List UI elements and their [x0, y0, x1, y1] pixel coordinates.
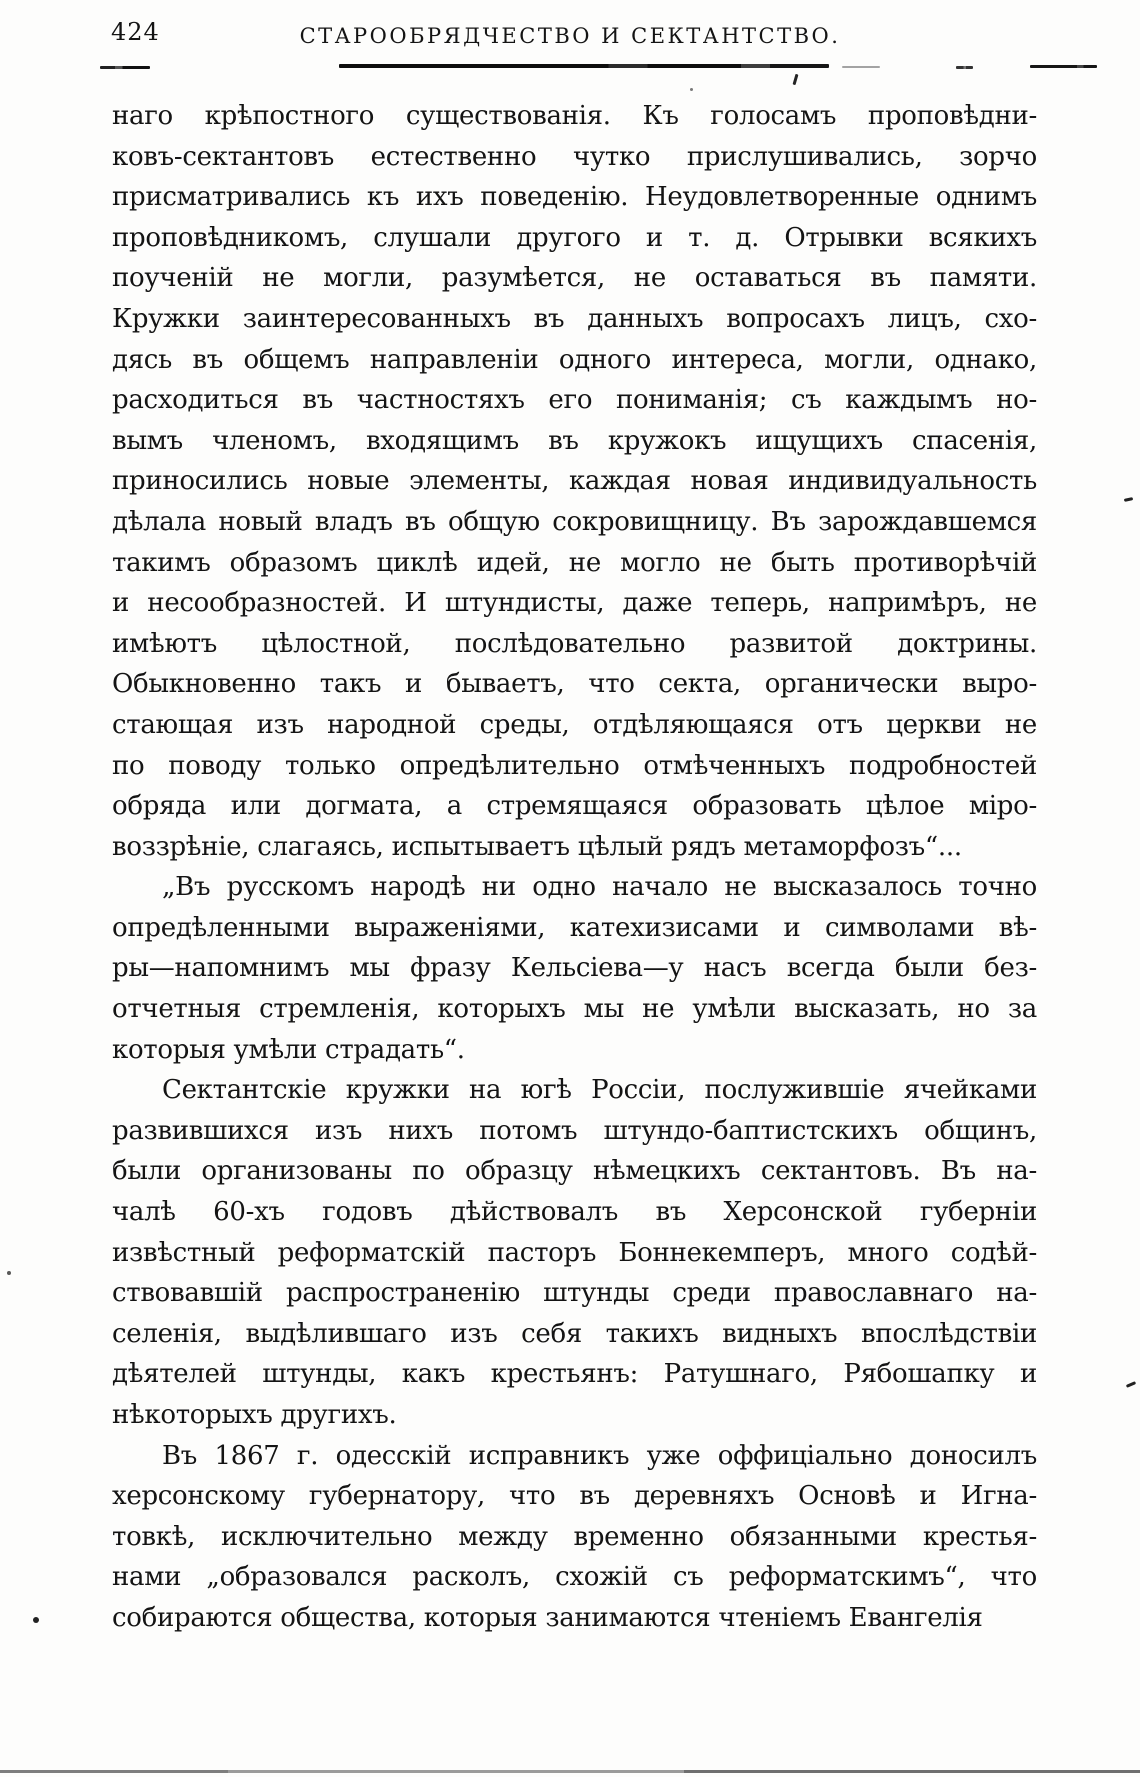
text-line: приносились новые элементы, каждая новая индивидуальность — [112, 466, 1037, 497]
text-line: наго крѣпостного существованія. Къ голосамъ проповѣдни- — [112, 101, 1037, 131]
text-line: расходиться въ частностяхъ его пониманія; съ каждымъ но- — [112, 385, 1037, 416]
text-line: нѣкоторыхъ другихъ. — [112, 1400, 397, 1430]
text-line: поученій не могли, разумѣется, не оставаться въ памяти. — [112, 263, 1037, 294]
text-line: товкѣ, исключительно между временно обязанными крестья- — [112, 1521, 1037, 1552]
text-line: отчетныя стремленія, которыхъ мы не умѣли высказать, но за — [112, 994, 1037, 1025]
scan-speck — [1124, 497, 1133, 502]
page-number: 424 — [111, 18, 160, 46]
text-line: проповѣдникомъ, слушали другого и т. д. Отрывки всякихъ — [112, 222, 1037, 253]
text-line: дѣятелей штунды, какъ крестьянъ: Ратушнаго, Рябошапку и — [112, 1359, 1037, 1390]
paragraph — [112, 867, 1037, 1070]
text-line: такимъ образомъ циклѣ идей, не могло не быть противорѣчій — [112, 547, 1037, 578]
header-rule-segment-faint — [842, 66, 880, 68]
running-header-title: СТАРООБРЯДЧЕСТВО И СЕКТАНТСТВО. — [299, 24, 841, 48]
text-line: Въ 1867 г. одесскій исправникъ уже оффиціально доносилъ — [162, 1440, 1037, 1471]
text-line: Сектантскіе кружки на югѣ Россіи, послужившіе ячейками — [162, 1075, 1037, 1106]
scan-speck — [7, 1271, 11, 1275]
text-line: Кружки заинтересованныхъ въ данныхъ вопросахъ лицъ, схо- — [112, 303, 1037, 334]
text-line: развившихся изъ нихъ потомъ штундо-баптистскихъ общинъ, — [112, 1115, 1037, 1146]
text-line: собираются общества, которыя занимаются чтеніемъ Евангелія — [112, 1602, 983, 1633]
text-line: чалѣ 60-хъ годовъ дѣйствовалъ въ Херсонской губерніи — [112, 1197, 1037, 1228]
text-line: которыя умѣли страдать“. — [112, 1034, 465, 1065]
header-rule-tick-mark — [793, 74, 799, 85]
header-rule-segment-right — [1030, 65, 1097, 68]
text-line: нами „образовался расколъ, схожій съ реформатскимъ“, что — [112, 1562, 1037, 1593]
text-line: и несообразностей. И штундисты, даже теперь, напримѣръ, не — [112, 588, 1037, 619]
text-line: воззрѣніе, слагаясь, испытываетъ цѣлый рядъ метаморфозъ“... — [112, 831, 962, 862]
text-line: дѣлала новый владъ въ общую сокровищницу. Въ зарождавшемся — [112, 506, 1037, 537]
scan-speck — [1126, 1381, 1136, 1388]
text-line: стающая изъ народной среды, отдѣляющаяся отъ церкви не — [112, 709, 1037, 740]
paragraph — [112, 1436, 1037, 1639]
text-line: „Въ русскомъ народѣ ни одно начало не высказалось точно — [162, 872, 1037, 903]
text-line: ствовавшій распространенію штунды среди православнаго на- — [112, 1278, 1037, 1309]
text-line: вымъ членомъ, входящимъ въ кружокъ ищущихъ спасенія, — [112, 425, 1037, 456]
text-line: ковъ-сектантовъ естественно чутко прислушивались, зорчо — [112, 141, 1037, 172]
text-line: дясь въ общемъ направленіи одного интереса, могли, однако, — [112, 344, 1037, 375]
text-line: обряда или догмата, а стремящаяся образовать цѣлое міро- — [112, 791, 1037, 822]
text-line: херсонскому губернатору, что въ деревняхъ Основѣ и Игна- — [112, 1481, 1037, 1512]
text-line: опредѣленными выраженіями, катехизисами и символами вѣ- — [112, 912, 1037, 943]
header-rule-segment-main — [339, 64, 829, 68]
text-line: присматривались къ ихъ поведенію. Неудовлетворенные однимъ — [112, 182, 1037, 213]
text-line: ры—напомнимъ мы фразу Кельсіева—у насъ всегда были без- — [112, 953, 1037, 984]
header-rule-segment-small — [956, 66, 973, 69]
text-line: Обыкновенно такъ и бываетъ, что секта, органически выро- — [112, 669, 1037, 700]
paragraph — [112, 96, 1037, 867]
text-line: были организованы по образцу нѣмецкихъ сектантовъ. Въ на- — [112, 1156, 1037, 1187]
page-body — [112, 96, 1037, 1639]
header-rule-segment-left — [100, 66, 150, 69]
text-line: по поводу только опредѣлительно отмѣченныхъ подробностей — [112, 750, 1037, 781]
scan-speck — [690, 88, 693, 91]
text-line: селенія, выдѣлившаго изъ себя такихъ видныхъ впослѣдствіи — [112, 1318, 1037, 1349]
text-line: извѣстный реформатскій пасторъ Боннекемперъ, много содѣй- — [112, 1237, 1037, 1268]
text-line: имѣютъ цѣлостной, послѣдовательно развитой доктрины. — [112, 628, 1037, 659]
scan-speck — [33, 1617, 39, 1623]
scan-bottom-edge — [0, 1770, 1140, 1773]
paragraph — [112, 1070, 1037, 1435]
